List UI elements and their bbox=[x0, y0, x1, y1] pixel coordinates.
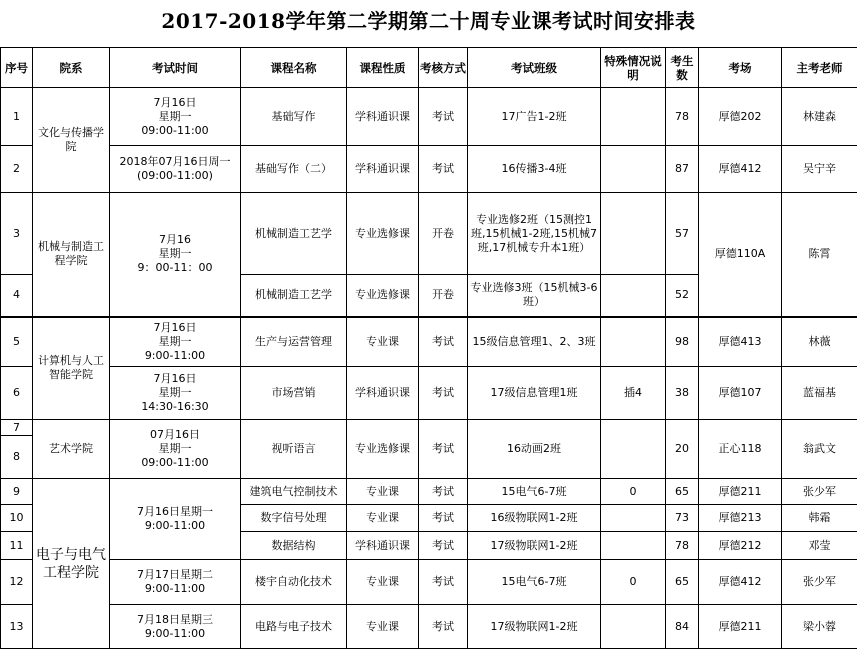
course-cell: 建筑电气控制技术 bbox=[241, 479, 347, 505]
class-cell: 17级信息管理1班 bbox=[468, 367, 601, 420]
course-cell: 机械制造工艺学 bbox=[241, 193, 347, 275]
count-cell: 57 bbox=[666, 193, 699, 275]
room-cell: 厚德412 bbox=[699, 560, 782, 605]
method-cell: 考试 bbox=[419, 605, 468, 649]
method-cell: 考试 bbox=[419, 88, 468, 146]
method-cell: 考试 bbox=[419, 317, 468, 367]
course-cell: 生产与运营管理 bbox=[241, 317, 347, 367]
method-cell: 考试 bbox=[419, 532, 468, 560]
page-title: 2017-2018学年第二学期第二十周专业课考试时间安排表 bbox=[161, 9, 696, 33]
teacher-cell: 陈霄 bbox=[782, 193, 857, 317]
nature-cell: 学科通识课 bbox=[347, 146, 419, 193]
nature-cell: 专业课 bbox=[347, 560, 419, 605]
room-cell: 厚德412 bbox=[699, 146, 782, 193]
special-cell bbox=[601, 88, 666, 146]
header-course: 课程名称 bbox=[241, 48, 347, 88]
nature-cell: 学科通识课 bbox=[347, 88, 419, 146]
class-cell: 16传播3-4班 bbox=[468, 146, 601, 193]
time-cell: 7月16日 星期一 9:00-11:00 bbox=[110, 317, 241, 367]
seq-cell: 7 bbox=[1, 420, 33, 436]
nature-cell: 专业选修课 bbox=[347, 275, 419, 317]
course-cell: 数字信号处理 bbox=[241, 505, 347, 532]
room-cell: 厚德211 bbox=[699, 479, 782, 505]
teacher-cell: 翁武文 bbox=[782, 420, 857, 479]
class-cell: 专业选修2班（15测控1班,15机械1-2班,15机械7班,17机械专升本1班） bbox=[468, 193, 601, 275]
header-row bbox=[1, 48, 857, 88]
header-nature: 课程性质 bbox=[347, 48, 419, 88]
course-cell: 市场营销 bbox=[241, 367, 347, 420]
special-cell bbox=[601, 193, 666, 275]
count-cell: 65 bbox=[666, 479, 699, 505]
special-cell bbox=[601, 317, 666, 367]
special-cell bbox=[601, 532, 666, 560]
class-cell: 16级物联网1-2班 bbox=[468, 505, 601, 532]
dept-cell: 计算机与人工智能学院 bbox=[33, 317, 110, 420]
time-cell: 7月17日星期二 9:00-11:00 bbox=[110, 560, 241, 605]
class-cell: 专业选修3班（15机械3-6班） bbox=[468, 275, 601, 317]
header-room: 考场 bbox=[699, 48, 782, 88]
class-cell: 15电气6-7班 bbox=[468, 560, 601, 605]
room-cell: 厚德213 bbox=[699, 505, 782, 532]
table-row bbox=[1, 605, 857, 649]
method-cell: 开卷 bbox=[419, 193, 468, 275]
nature-cell: 学科通识课 bbox=[347, 532, 419, 560]
course-cell: 楼宇自动化技术 bbox=[241, 560, 347, 605]
count-cell: 87 bbox=[666, 146, 699, 193]
nature-cell: 专业课 bbox=[347, 605, 419, 649]
nature-cell: 专业选修课 bbox=[347, 420, 419, 479]
seq-cell: 13 bbox=[1, 605, 33, 649]
class-cell: 15电气6-7班 bbox=[468, 479, 601, 505]
course-cell: 数据结构 bbox=[241, 532, 347, 560]
nature-cell: 学科通识课 bbox=[347, 367, 419, 420]
method-cell: 考试 bbox=[419, 505, 468, 532]
room-cell: 厚德211 bbox=[699, 605, 782, 649]
special-cell bbox=[601, 146, 666, 193]
nature-cell: 专业课 bbox=[347, 479, 419, 505]
method-cell: 考试 bbox=[419, 560, 468, 605]
teacher-cell: 林建森 bbox=[782, 88, 857, 146]
table-row bbox=[1, 88, 857, 146]
count-cell: 78 bbox=[666, 88, 699, 146]
dept-cell: 电子与电气工程学院 bbox=[33, 479, 110, 649]
header-special: 特殊情况说明 bbox=[601, 48, 666, 88]
header-teacher: 主考老师 bbox=[782, 48, 857, 88]
seq-cell: 2 bbox=[1, 146, 33, 193]
room-cell: 厚德413 bbox=[699, 317, 782, 367]
count-cell: 65 bbox=[666, 560, 699, 605]
count-cell: 78 bbox=[666, 532, 699, 560]
seq-cell: 10 bbox=[1, 505, 33, 532]
header-method: 考核方式 bbox=[419, 48, 468, 88]
time-cell: 2018年07月16日周一 (09:00-11:00) bbox=[110, 146, 241, 193]
count-cell: 73 bbox=[666, 505, 699, 532]
course-cell: 机械制造工艺学 bbox=[241, 275, 347, 317]
time-cell: 7月16日 星期一 14:30-16:30 bbox=[110, 367, 241, 420]
seq-cell: 3 bbox=[1, 193, 33, 275]
time-cell: 07月16日 星期一 09:00-11:00 bbox=[110, 420, 241, 479]
dept-cell: 文化与传播学院 bbox=[33, 88, 110, 193]
teacher-cell: 蓝福基 bbox=[782, 367, 857, 420]
time-cell: 7月18日星期三 9:00-11:00 bbox=[110, 605, 241, 649]
seq-cell: 4 bbox=[1, 275, 33, 317]
course-cell: 电路与电子技术 bbox=[241, 605, 347, 649]
class-cell: 16动画2班 bbox=[468, 420, 601, 479]
seq-cell: 5 bbox=[1, 317, 33, 367]
dept-cell: 机械与制造工程学院 bbox=[33, 193, 110, 317]
count-cell: 38 bbox=[666, 367, 699, 420]
header-time: 考试时间 bbox=[110, 48, 241, 88]
room-cell: 厚德107 bbox=[699, 367, 782, 420]
teacher-cell: 张少军 bbox=[782, 479, 857, 505]
teacher-cell: 林薇 bbox=[782, 317, 857, 367]
nature-cell: 专业课 bbox=[347, 317, 419, 367]
header-seq: 序号 bbox=[1, 48, 33, 88]
seq-cell: 12 bbox=[1, 560, 33, 605]
room-cell: 厚德212 bbox=[699, 532, 782, 560]
table-row bbox=[1, 420, 857, 436]
seq-cell: 9 bbox=[1, 479, 33, 505]
seq-cell: 6 bbox=[1, 367, 33, 420]
header-dept: 院系 bbox=[33, 48, 110, 88]
method-cell: 考试 bbox=[419, 420, 468, 479]
time-cell: 7月16 星期一 9：00-11：00 bbox=[110, 193, 241, 317]
table-row bbox=[1, 367, 857, 420]
count-cell: 52 bbox=[666, 275, 699, 317]
method-cell: 考试 bbox=[419, 479, 468, 505]
room-cell: 厚德110A bbox=[699, 193, 782, 317]
class-cell: 17广告1-2班 bbox=[468, 88, 601, 146]
teacher-cell: 梁小蓉 bbox=[782, 605, 857, 649]
time-cell: 7月16日 星期一 09:00-11:00 bbox=[110, 88, 241, 146]
table-row bbox=[1, 146, 857, 193]
teacher-cell: 吴宁辛 bbox=[782, 146, 857, 193]
class-cell: 17级物联网1-2班 bbox=[468, 532, 601, 560]
special-cell bbox=[601, 420, 666, 479]
method-cell: 考试 bbox=[419, 146, 468, 193]
special-cell: 0 bbox=[601, 560, 666, 605]
special-cell: 插4 bbox=[601, 367, 666, 420]
table-row bbox=[1, 193, 857, 275]
method-cell: 开卷 bbox=[419, 275, 468, 317]
time-cell: 7月16日星期一 9:00-11:00 bbox=[110, 479, 241, 560]
count-cell: 84 bbox=[666, 605, 699, 649]
table-row bbox=[1, 317, 857, 367]
special-cell bbox=[601, 275, 666, 317]
exam-schedule-table bbox=[0, 47, 857, 649]
seq-cell: 1 bbox=[1, 88, 33, 146]
method-cell: 考试 bbox=[419, 367, 468, 420]
course-cell: 基础写作 bbox=[241, 88, 347, 146]
table-row bbox=[1, 479, 857, 505]
class-cell: 15级信息管理1、2、3班 bbox=[468, 317, 601, 367]
header-count: 考生数 bbox=[666, 48, 699, 88]
course-cell: 视听语言 bbox=[241, 420, 347, 479]
teacher-cell: 韩霜 bbox=[782, 505, 857, 532]
count-cell: 20 bbox=[666, 420, 699, 479]
nature-cell: 专业课 bbox=[347, 505, 419, 532]
room-cell: 正心118 bbox=[699, 420, 782, 479]
dept-cell: 艺术学院 bbox=[33, 420, 110, 479]
seq-cell: 11 bbox=[1, 532, 33, 560]
special-cell bbox=[601, 605, 666, 649]
teacher-cell: 邓莹 bbox=[782, 532, 857, 560]
nature-cell: 专业选修课 bbox=[347, 193, 419, 275]
room-cell: 厚德202 bbox=[699, 88, 782, 146]
header-class: 考试班级 bbox=[468, 48, 601, 88]
count-cell: 98 bbox=[666, 317, 699, 367]
course-cell: 基础写作（二） bbox=[241, 146, 347, 193]
special-cell: 0 bbox=[601, 479, 666, 505]
teacher-cell: 张少军 bbox=[782, 560, 857, 605]
class-cell: 17级物联网1-2班 bbox=[468, 605, 601, 649]
table-row bbox=[1, 560, 857, 605]
special-cell bbox=[601, 505, 666, 532]
seq-cell: 8 bbox=[1, 436, 33, 479]
